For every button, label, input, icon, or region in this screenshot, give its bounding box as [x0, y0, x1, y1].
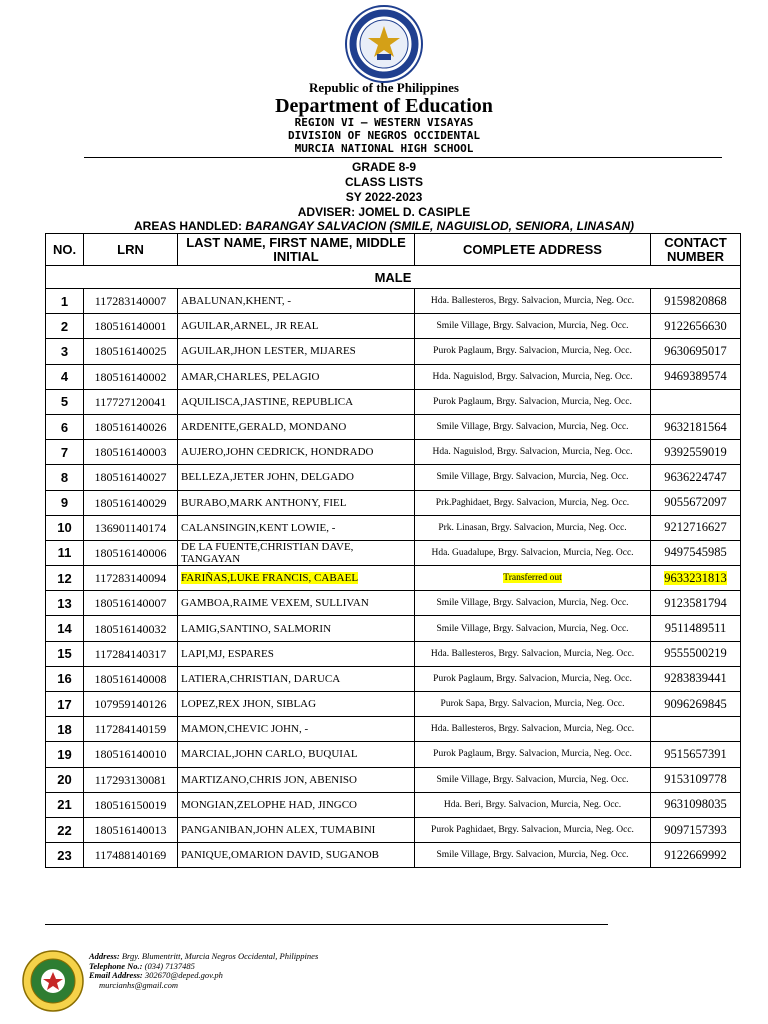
row-contact: 9055672097: [651, 490, 741, 515]
school-line: MURCIA NATIONAL HIGH SCHOOL: [294, 142, 474, 155]
table-row: [46, 641, 741, 666]
table-row: [46, 666, 741, 691]
row-address: Hda. Beri, Brgy. Salvacion, Murcia, Neg. Occ.: [415, 792, 651, 817]
department-title: Department of Education: [275, 95, 493, 117]
row-contact: [651, 717, 741, 742]
highlighted-text: 9633231813: [664, 570, 727, 585]
row-number: 9: [46, 490, 84, 515]
row-number: 2: [46, 314, 84, 339]
class-lists-title: CLASS LISTS: [344, 175, 423, 189]
row-name: AQUILISCA,JASTINE, REPUBLICA: [178, 389, 415, 414]
row-address: Hda. Ballesteros, Brgy. Salvacion, Murcia, Neg. Occ.: [415, 641, 651, 666]
row-address: Hda. Naguislod, Brgy. Salvacion, Murcia, Neg. Occ.: [415, 440, 651, 465]
row-name: LOPEZ,REX JHON, SIBLAG: [178, 692, 415, 717]
row-lrn: 180516140010: [84, 742, 178, 767]
row-lrn: 117283140094: [84, 566, 178, 591]
row-lrn: 180516140027: [84, 465, 178, 490]
row-lrn: 117283140007: [84, 289, 178, 314]
row-lrn: 180516140013: [84, 817, 178, 842]
row-name: LAPI,MJ, ESPARES: [178, 641, 415, 666]
row-contact: 9515657391: [651, 742, 741, 767]
row-contact: 9392559019: [651, 440, 741, 465]
row-name: LATIERA,CHRISTIAN, DARUCA: [178, 666, 415, 691]
deped-seal-logo: [344, 4, 424, 84]
grade-line: GRADE 8-9: [351, 160, 416, 174]
table-row: [46, 792, 741, 817]
republic-line: Republic of the Philippines: [309, 80, 459, 95]
row-contact: 9469389574: [651, 364, 741, 389]
row-number: 16: [46, 666, 84, 691]
row-name: MARCIAL,JOHN CARLO, BUQUIAL: [178, 742, 415, 767]
row-number: 13: [46, 591, 84, 616]
footer-contact-block: [89, 952, 318, 990]
table-row: [46, 566, 741, 591]
table-row: [46, 414, 741, 439]
row-lrn: 180516140008: [84, 666, 178, 691]
row-lrn: 180516140032: [84, 616, 178, 641]
table-row: [46, 490, 741, 515]
row-name: LAMIG,SANTINO, SALMORIN: [178, 616, 415, 641]
group-label-male: MALE: [46, 266, 741, 289]
highlighted-text: FARIÑAS,LUKE FRANCIS, CABAEL: [181, 572, 359, 585]
row-number: 12: [46, 566, 84, 591]
row-address: Purok Paglaum, Brgy. Salvacion, Murcia, Neg. Occ.: [415, 389, 651, 414]
row-name: PANIQUE,OMARION DAVID, SUGANOB: [178, 843, 415, 868]
row-lrn: 180516140025: [84, 339, 178, 364]
row-address: Smile Village, Brgy. Salvacion, Murcia, Neg. Occ.: [415, 465, 651, 490]
row-number: 5: [46, 389, 84, 414]
row-address: Purok Sapa, Brgy. Salvacion, Murcia, Neg. Occ.: [415, 692, 651, 717]
row-number: 17: [46, 692, 84, 717]
row-name: PANGANIBAN,JOHN ALEX, TUMABINI: [178, 817, 415, 842]
table-row: [46, 314, 741, 339]
email-value: 302670@deped.gov.ph: [144, 970, 223, 980]
row-lrn: 180516140007: [84, 591, 178, 616]
row-contact: 9122669992: [651, 843, 741, 868]
table-row: [46, 591, 741, 616]
row-contact: 9159820868: [651, 289, 741, 314]
row-contact: 9632181564: [651, 414, 741, 439]
row-name: [178, 566, 415, 591]
school-seal-logo: [22, 950, 84, 1012]
row-address: Prk.Paghidaet, Brgy. Salvacion, Murcia, Neg. Occ.: [415, 490, 651, 515]
row-name: MARTIZANO,CHRIS JON, ABENISO: [178, 767, 415, 792]
row-contact: [651, 566, 741, 591]
row-contact: 9153109778: [651, 767, 741, 792]
row-name: AGUILAR,JHON LESTER, MIJARES: [178, 339, 415, 364]
table-row: [46, 742, 741, 767]
table-row: [46, 817, 741, 842]
row-address: Hda. Naguislod, Brgy. Salvacion, Murcia, Neg. Occ.: [415, 364, 651, 389]
row-address: Purok Paglaum, Brgy. Salvacion, Murcia, Neg. Occ.: [415, 742, 651, 767]
col-header-no: NO.: [46, 234, 84, 266]
group-row: [46, 266, 741, 289]
row-address: Smile Village, Brgy. Salvacion, Murcia, Neg. Occ.: [415, 414, 651, 439]
phone-value: (034) 7137485: [144, 960, 195, 971]
region-line: REGION VI – WESTERN VISAYAS: [294, 116, 474, 129]
row-lrn: 180516140026: [84, 414, 178, 439]
table-row: [46, 440, 741, 465]
table-row: [46, 339, 741, 364]
school-year-line: SY 2022-2023: [345, 190, 423, 204]
row-lrn: 117284140159: [84, 717, 178, 742]
row-address: Purok Paglaum, Brgy. Salvacion, Murcia, Neg. Occ.: [415, 666, 651, 691]
row-number: 10: [46, 515, 84, 540]
row-number: 4: [46, 364, 84, 389]
row-address: Smile Village, Brgy. Salvacion, Murcia, Neg. Occ.: [415, 616, 651, 641]
col-header-contact: CONTACT NUMBER: [651, 234, 741, 266]
row-name: ABALUNAN,KHENT, -: [178, 289, 415, 314]
row-contact: 9630695017: [651, 339, 741, 364]
row-name: DE LA FUENTE,CHRISTIAN DAVE, TANGAYAN: [178, 540, 415, 565]
row-lrn: 180516140029: [84, 490, 178, 515]
row-number: 20: [46, 767, 84, 792]
highlighted-text: Transferred out: [503, 573, 562, 584]
row-name: AMAR,CHARLES, PELAGIO: [178, 364, 415, 389]
header-divider: [84, 157, 722, 158]
col-header-address: COMPLETE ADDRESS: [415, 234, 651, 266]
row-contact: 9511489511: [651, 616, 741, 641]
row-number: 19: [46, 742, 84, 767]
row-number: 23: [46, 843, 84, 868]
row-name: ARDENITE,GERALD, MONDANO: [178, 414, 415, 439]
division-line: DIVISION OF NEGROS OCCIDENTAL: [287, 129, 481, 142]
row-number: 6: [46, 414, 84, 439]
row-contact: 9283839441: [651, 666, 741, 691]
phone-label: Telephone No.:: [89, 960, 143, 971]
table-row: [46, 465, 741, 490]
row-lrn: 180516140002: [84, 364, 178, 389]
row-address: Hda. Guadalupe, Brgy. Salvacion, Murcia, Neg. Occ.: [415, 540, 651, 565]
row-number: 21: [46, 792, 84, 817]
table-header-row: [46, 234, 741, 266]
row-number: 15: [46, 641, 84, 666]
row-contact: 9212716627: [651, 515, 741, 540]
class-list-table: [45, 233, 741, 868]
footer-divider: [45, 924, 608, 925]
row-name: BURABO,MARK ANTHONY, FIEL: [178, 490, 415, 515]
row-number: 22: [46, 817, 84, 842]
row-contact: [651, 389, 741, 414]
row-number: 14: [46, 616, 84, 641]
row-address: Prk. Linasan, Brgy. Salvacion, Murcia, Neg. Occ.: [415, 515, 651, 540]
row-number: 3: [46, 339, 84, 364]
table-row: [46, 843, 741, 868]
row-contact: 9096269845: [651, 692, 741, 717]
row-contact: 9631098035: [651, 792, 741, 817]
row-lrn: 117488140169: [84, 843, 178, 868]
row-lrn: 180516140001: [84, 314, 178, 339]
col-header-name: LAST NAME, FIRST NAME, MIDDLE INITIAL: [178, 234, 415, 266]
row-name: MONGIAN,ZELOPHE HAD, JINGCO: [178, 792, 415, 817]
row-name: CALANSINGIN,KENT LOWIE, -: [178, 515, 415, 540]
table-row: [46, 289, 741, 314]
adviser-line: ADVISER: JOMEL D. CASIPLE: [297, 205, 471, 219]
row-number: 1: [46, 289, 84, 314]
email-label: Email Address:: [89, 970, 143, 980]
areas-value: BARANGAY SALVACION (SMILE, NAGUISLOD, SENIORA, LINASAN): [245, 219, 635, 233]
table-row: [46, 364, 741, 389]
col-header-lrn: LRN: [84, 234, 178, 266]
row-lrn: 117284140317: [84, 641, 178, 666]
table-row: [46, 616, 741, 641]
row-contact: 9497545985: [651, 540, 741, 565]
row-address: Purok Paglaum, Brgy. Salvacion, Murcia, Neg. Occ.: [415, 339, 651, 364]
row-lrn: 180516140006: [84, 540, 178, 565]
row-name: AGUILAR,ARNEL, JR REAL: [178, 314, 415, 339]
row-contact: 9122656630: [651, 314, 741, 339]
row-address: Smile Village, Brgy. Salvacion, Murcia, Neg. Occ.: [415, 767, 651, 792]
areas-label: AREAS HANDLED:: [133, 219, 242, 233]
row-contact: 9555500219: [651, 641, 741, 666]
table-row: [46, 692, 741, 717]
areas-handled-line: [0, 219, 768, 233]
row-address: Smile Village, Brgy. Salvacion, Murcia, Neg. Occ.: [415, 843, 651, 868]
address-label: Address:: [89, 951, 120, 961]
row-address: Hda. Ballesteros, Brgy. Salvacion, Murcia, Neg. Occ.: [415, 717, 651, 742]
row-contact: 9123581794: [651, 591, 741, 616]
table-row: [46, 717, 741, 742]
row-lrn: 136901140174: [84, 515, 178, 540]
row-lrn: 117727120041: [84, 389, 178, 414]
row-address: Hda. Ballesteros, Brgy. Salvacion, Murcia, Neg. Occ.: [415, 289, 651, 314]
row-address: [415, 566, 651, 591]
row-name: GAMBOA,RAIME VEXEM, SULLIVAN: [178, 591, 415, 616]
email-alt-value: murcianhs@gmail.com: [99, 979, 179, 990]
address-value: Brgy. Blumentritt, Murcia Negros Occidental, Philippines: [121, 951, 319, 961]
row-number: 11: [46, 540, 84, 565]
row-name: AUJERO,JOHN CEDRICK, HONDRADO: [178, 440, 415, 465]
row-lrn: 117293130081: [84, 767, 178, 792]
row-address: Purok Paghidaet, Brgy. Salvacion, Murcia, Neg. Occ.: [415, 817, 651, 842]
row-lrn: 180516150019: [84, 792, 178, 817]
row-name: MAMON,CHEVIC JOHN, -: [178, 717, 415, 742]
row-contact: 9636224747: [651, 465, 741, 490]
row-contact: 9097157393: [651, 817, 741, 842]
table-row: [46, 540, 741, 565]
row-name: BELLEZA,JETER JOHN, DELGADO: [178, 465, 415, 490]
row-lrn: 107959140126: [84, 692, 178, 717]
row-address: Smile Village, Brgy. Salvacion, Murcia, Neg. Occ.: [415, 314, 651, 339]
table-row: [46, 515, 741, 540]
row-number: 8: [46, 465, 84, 490]
row-number: 18: [46, 717, 84, 742]
table-row: [46, 767, 741, 792]
row-lrn: 180516140003: [84, 440, 178, 465]
table-row: [46, 389, 741, 414]
row-number: 7: [46, 440, 84, 465]
row-address: Smile Village, Brgy. Salvacion, Murcia, Neg. Occ.: [415, 591, 651, 616]
